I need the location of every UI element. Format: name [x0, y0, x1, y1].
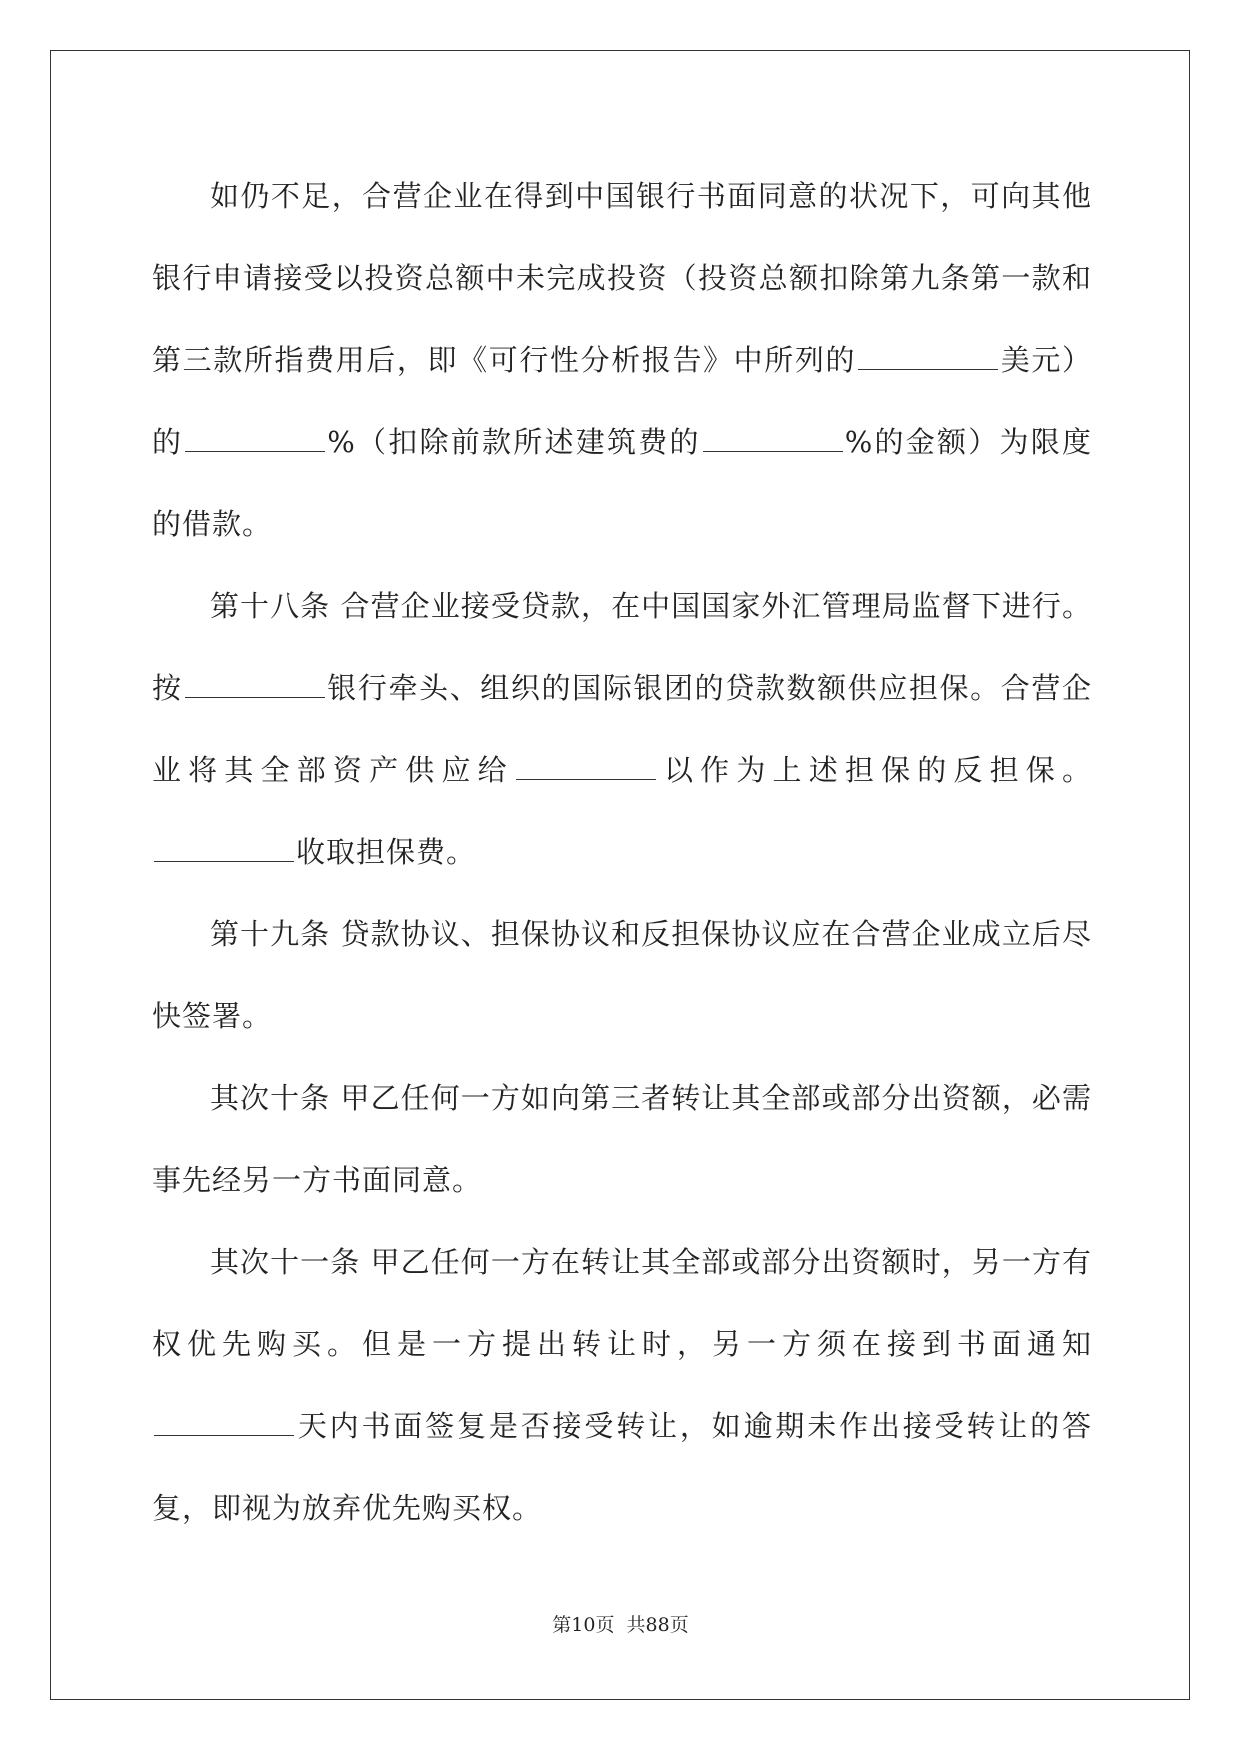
text-run: 美元）的	[152, 343, 1092, 459]
text-run: 以作为上述担保的反担保。	[657, 753, 1092, 787]
paragraph-loan-other-banks	[152, 155, 1092, 565]
paragraph-article-21	[152, 1221, 1092, 1549]
text-run: 其次十一条 甲乙任何一方在转让其全部或部分出资额时，另一方有权优先购买。但是一方提出转让时，另一方须在接到书面通知	[152, 1245, 1092, 1361]
fill-in-blank[interactable]	[185, 667, 325, 698]
fill-in-blank[interactable]	[703, 421, 843, 452]
text-run: 第十八条 合营企业接受贷款，在中国国家外汇管理局监督下进行。按	[152, 589, 1092, 705]
text-run: 银行牵头、组织的国际银团的贷款数额供应担保。合营企业将其全部资产供应给	[152, 671, 1092, 787]
text-run: %的金额）为限度的借款。	[152, 425, 1092, 541]
text-run: %（扣除前款所述建筑费的	[327, 425, 701, 459]
page-footer	[0, 1610, 1241, 1637]
text-run: 收取担保费。	[296, 835, 477, 869]
fill-in-blank[interactable]	[858, 339, 998, 370]
text-run: 其次十条 甲乙任何一方如向第三者转让其全部或部分出资额，必需事先经另一方书面同意。	[152, 1081, 1092, 1197]
fill-in-blank[interactable]	[516, 749, 656, 780]
fill-in-blank[interactable]	[154, 1405, 294, 1436]
paragraph-article-18	[152, 565, 1092, 893]
text-run: 天内书面签复是否接受转让，如逾期未作出接受转让的答复，即视为放弃优先购买权。	[152, 1409, 1092, 1525]
page-number-total: 共88页	[626, 1614, 689, 1636]
paragraph-article-19	[152, 893, 1092, 1057]
fill-in-blank[interactable]	[154, 831, 294, 862]
paragraph-article-20	[152, 1057, 1092, 1221]
fill-in-blank[interactable]	[185, 421, 325, 452]
text-run: 第十九条 贷款协议、担保协议和反担保协议应在合营企业成立后尽快签署。	[152, 917, 1092, 1033]
document-body	[152, 155, 1092, 1549]
page-number-current: 第10页	[552, 1614, 615, 1636]
text-run: 如仍不足，合营企业在得到中国银行书面同意的状况下，可向其他银行申请接受以投资总额中未完成投资（投资总额扣除第九条第一款和第三款所指费用后，即《可行性分析报告》中所列的	[152, 179, 1092, 377]
